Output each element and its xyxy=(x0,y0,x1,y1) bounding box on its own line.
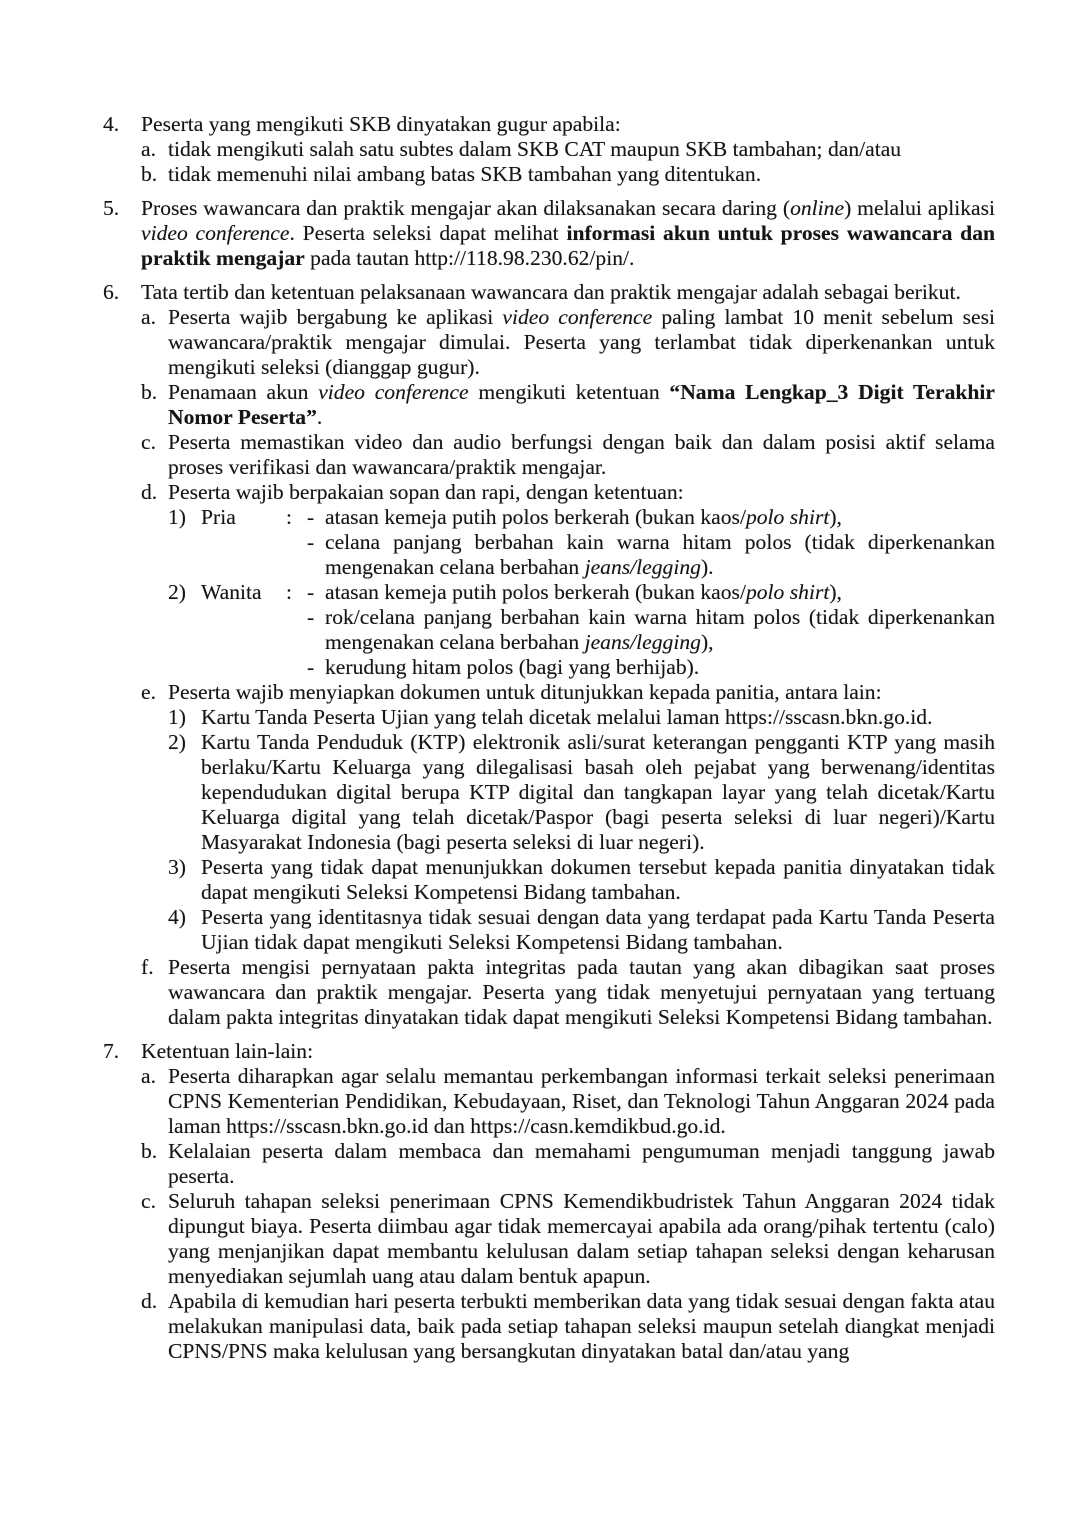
definition-label: Wanita xyxy=(201,580,262,604)
list-marker: a. xyxy=(141,1064,156,1088)
list-marker: f. xyxy=(141,955,154,979)
list-marker: d. xyxy=(141,1289,158,1313)
list-item-body xyxy=(141,112,995,187)
definition-separator: : xyxy=(286,505,292,529)
document-list xyxy=(103,112,995,1364)
paragraph xyxy=(168,680,995,705)
list-marker: 1) xyxy=(168,505,186,529)
list-item-body xyxy=(201,905,995,955)
dash-entry xyxy=(307,655,995,680)
paragraph xyxy=(168,1289,995,1364)
list-item xyxy=(141,430,995,480)
list-item-body xyxy=(141,280,995,1030)
text-run: mengikuti ketentuan xyxy=(468,380,670,404)
list-marker: 6. xyxy=(103,280,120,304)
dash-bullet: - xyxy=(307,505,315,529)
list-item xyxy=(103,196,995,271)
text-run: atasan kemeja putih polos berkerah (bukan kaos/ xyxy=(325,580,746,604)
list-item xyxy=(141,305,995,380)
dash-entry-text xyxy=(325,530,995,580)
list-item-body xyxy=(168,1289,995,1364)
dash-entry-text xyxy=(325,580,995,605)
list-item xyxy=(168,905,995,955)
text-run: Peserta memastikan video dan audio berfungsi dengan baik dan dalam posisi aktif selama proses verifikasi dan wawancara/praktik mengajar. xyxy=(168,430,995,479)
text-run: ), xyxy=(700,630,714,654)
list-marker: 1) xyxy=(168,705,186,729)
text-run: tidak mengikuti salah satu subtes dalam SKB CAT maupun SKB tambahan; dan/atau xyxy=(168,137,902,161)
paragraph xyxy=(168,480,995,505)
definition-label: Pria xyxy=(201,505,236,529)
text-run: ), xyxy=(829,580,842,604)
text-run: Kelalaian peserta dalam membaca dan memahami pengumuman menjadi tanggung jawab peserta. xyxy=(168,1139,995,1188)
list-item xyxy=(141,680,995,955)
definition-row xyxy=(201,505,995,580)
list-item-body xyxy=(168,380,995,430)
dash-bullet: - xyxy=(307,580,315,604)
list-item xyxy=(103,112,995,187)
list-item-body xyxy=(141,196,995,271)
text-run: jeans/legging xyxy=(584,630,701,654)
text-run: . Peserta seleksi dapat melihat xyxy=(289,221,567,245)
list-marker: c. xyxy=(141,430,156,454)
list-item xyxy=(141,1189,995,1289)
list-item-body xyxy=(168,680,995,955)
text-run: “Nama Lengkap_3 Digit Terakhir Nomor Peserta” xyxy=(168,380,996,429)
list-item xyxy=(168,580,995,680)
text-run: tidak memenuhi nilai ambang batas SKB tambahan yang ditentukan. xyxy=(168,162,762,186)
list-item xyxy=(168,505,995,580)
dash-entry xyxy=(307,530,995,580)
paragraph xyxy=(141,280,995,305)
dash-entry-text xyxy=(325,505,995,530)
list-item-body xyxy=(168,305,995,380)
definition-separator: : xyxy=(286,580,292,604)
dash-entry xyxy=(307,605,995,655)
list-item xyxy=(103,280,995,1030)
list-item-body xyxy=(168,162,995,187)
paragraph xyxy=(201,730,995,855)
text-run: pada tautan http://118.98.230.62/pin/. xyxy=(304,246,635,270)
paragraph xyxy=(168,1139,995,1189)
text-run: Peserta wajib bergabung ke aplikasi xyxy=(168,305,503,329)
text-run: online xyxy=(790,196,845,220)
list-marker: a. xyxy=(141,305,156,329)
list-marker: 4) xyxy=(168,905,186,929)
text-run: Tata tertib dan ketentuan pelaksanaan wawancara dan praktik mengajar adalah sebagai berikut. xyxy=(141,280,961,304)
paragraph xyxy=(168,305,995,380)
text-run: Peserta yang identitasnya tidak sesuai dengan data yang terdapat pada Kartu Tanda Peserta Ujian tidak dapat mengikuti Seleksi Kompetensi Bidang tambahan. xyxy=(201,905,995,954)
dash-bullet: - xyxy=(307,605,315,629)
text-run: celana panjang berbahan kain warna hitam polos (tidak diperkenankan mengenakan celana berbahan xyxy=(325,530,995,579)
text-run: Peserta diharapkan agar selalu memantau perkembangan informasi terkait seleksi penerimaan CPNS Kementerian Pendidikan, Kebudayaan, Riset, dan Teknologi Tahun Anggaran 2024 pada laman https://sscasn.bkn.go.id dan https://casn.kemdikbud.go.id. xyxy=(168,1064,995,1138)
text-run: informasi akun untuk proses wawancara dan praktik mengajar xyxy=(141,221,995,270)
text-run: Penamaan akun xyxy=(168,380,319,404)
text-run: rok/celana panjang berbahan kain warna hitam polos (tidak diperkenankan mengenakan celana berbahan xyxy=(325,605,995,654)
list-item xyxy=(141,1289,995,1364)
text-run: Kartu Tanda Penduduk (KTP) elektronik asli/surat keterangan pengganti KTP yang masih berlaku/Kartu Keluarga yang dilegalisasi basah oleh pejabat yang berwenang/identitas kependudukan digital berupa KTP digital dan tangkapan layar yang telah dicetak/Kartu Keluarga digital yang telah dicetak/Paspor (bagi peserta seleksi di luar negeri)/Kartu Masyarakat Indonesia (bagi peserta seleksi di luar negeri). xyxy=(201,730,995,854)
list-item-body xyxy=(168,1064,995,1139)
paragraph xyxy=(141,1039,995,1064)
dash-list xyxy=(307,580,995,680)
dash-entry-text xyxy=(325,655,995,680)
list-item-body xyxy=(201,705,995,730)
list-item-body xyxy=(168,1189,995,1289)
text-run: atasan kemeja putih polos berkerah (bukan kaos/ xyxy=(325,505,746,529)
paragraph xyxy=(201,905,995,955)
text-run: polo shirt xyxy=(745,580,830,604)
text-run: kerudung hitam polos (bagi yang berhijab). xyxy=(325,655,700,679)
text-run: Apabila di kemudian hari peserta terbukti memberikan data yang tidak sesuai dengan fakta atau melakukan manipulasi data, baik pada setiap tahapan seleksi maupun setelah diangkat menjadi CPNS/PNS maka kelulusan yang bersangkutan dinyatakan batal dan/atau yang xyxy=(168,1289,995,1363)
list-item-body xyxy=(168,1139,995,1189)
text-run: video conference xyxy=(141,221,290,245)
list-marker: c. xyxy=(141,1189,156,1213)
list-marker: b. xyxy=(141,380,158,404)
text-run: Proses wawancara dan praktik mengajar akan dilaksanakan secara daring ( xyxy=(141,196,791,220)
list-item xyxy=(141,955,995,1030)
list-marker: e. xyxy=(141,680,156,704)
text-run: . xyxy=(316,405,323,429)
list-item-body xyxy=(168,137,995,162)
list-marker: b. xyxy=(141,1139,158,1163)
text-run: Peserta wajib berpakaian sopan dan rapi, dengan ketentuan: xyxy=(168,480,684,504)
list-item-body xyxy=(201,580,995,680)
list-marker: 3) xyxy=(168,855,186,879)
list-item xyxy=(141,1139,995,1189)
paragraph xyxy=(168,1189,995,1289)
text-run: polo shirt xyxy=(745,505,830,529)
paragraph xyxy=(168,955,995,1030)
list-item-body xyxy=(201,730,995,855)
text-run: Ketentuan lain-lain: xyxy=(141,1039,314,1063)
list-item xyxy=(141,480,995,680)
dash-entry xyxy=(307,505,995,530)
text-run: video conference xyxy=(502,305,653,329)
text-run: Peserta mengisi pernyataan pakta integritas pada tautan yang akan dibagikan saat proses wawancara dan praktik mengajar. Peserta yang tidak menyetujui pernyataan yang tertuang dalam pakta integritas dinyatakan tidak dapat mengikuti Seleksi Kompetensi Bidang tambahan. xyxy=(168,955,995,1029)
definition-row xyxy=(201,580,995,680)
text-run: ), xyxy=(829,505,842,529)
list-item-body xyxy=(168,430,995,480)
list-item-body xyxy=(141,1039,995,1364)
list-marker: d. xyxy=(141,480,158,504)
text-run: Peserta yang mengikuti SKB dinyatakan gugur apabila: xyxy=(141,112,621,136)
paragraph xyxy=(141,196,995,271)
paragraph xyxy=(168,1064,995,1139)
paragraph xyxy=(201,705,995,730)
text-run: Seluruh tahapan seleksi penerimaan CPNS Kemendikbudristek Tahun Anggaran 2024 tidak dipungut biaya. Peserta diimbau agar tidak memercayai apabila ada orang/pihak tertentu (calo) yang menjanjikan dapat membantu kelulusan dalam setiap tahapan seleksi dengan keharusan menyediakan sejumlah uang atau dalam bentuk apapun. xyxy=(168,1189,995,1288)
list-item-body xyxy=(168,480,995,680)
list-marker: 5. xyxy=(103,196,120,220)
list-item xyxy=(168,855,995,905)
list-item xyxy=(141,162,995,187)
text-run: video conference xyxy=(318,380,469,404)
text-run: paling lambat 10 menit sebelum sesi wawancara/praktik mengajar dimulai. Peserta yang terlambat tidak diperkenankan untuk mengikuti seleksi (dianggap gugur). xyxy=(168,305,995,379)
paragraph xyxy=(168,137,995,162)
list-marker: 2) xyxy=(168,730,186,754)
list-item xyxy=(168,730,995,855)
list-marker: b. xyxy=(141,162,158,186)
paragraph xyxy=(168,380,995,430)
paragraph xyxy=(168,162,995,187)
list-marker: 4. xyxy=(103,112,120,136)
dash-list xyxy=(307,505,995,580)
list-marker: a. xyxy=(141,137,156,161)
list-item-body xyxy=(201,505,995,580)
dash-bullet: - xyxy=(307,530,315,554)
list-item-body xyxy=(201,855,995,905)
paragraph xyxy=(168,430,995,480)
text-run: ). xyxy=(700,555,714,579)
list-item xyxy=(141,137,995,162)
text-run: Peserta yang tidak dapat menunjukkan dokumen tersebut kepada panitia dinyatakan tidak dapat mengikuti Seleksi Kompetensi Bidang tambahan. xyxy=(201,855,995,904)
dash-entry-text xyxy=(325,605,995,655)
list-item xyxy=(103,1039,995,1364)
text-run: Peserta wajib menyiapkan dokumen untuk ditunjukkan kepada panitia, antara lain: xyxy=(168,680,882,704)
paragraph xyxy=(201,855,995,905)
text-run: Kartu Tanda Peserta Ujian yang telah dicetak melalui laman https://sscasn.bkn.go.id. xyxy=(201,705,933,729)
list-marker: 2) xyxy=(168,580,186,604)
dash-bullet: - xyxy=(307,655,315,679)
dash-entry xyxy=(307,580,995,605)
paragraph xyxy=(141,112,995,137)
text-run: ) melalui aplikasi xyxy=(844,196,995,220)
list-item-body xyxy=(168,955,995,1030)
list-item xyxy=(141,1064,995,1139)
list-item xyxy=(141,380,995,430)
list-marker: 7. xyxy=(103,1039,120,1063)
list-item xyxy=(168,705,995,730)
text-run: jeans/legging xyxy=(584,555,701,579)
